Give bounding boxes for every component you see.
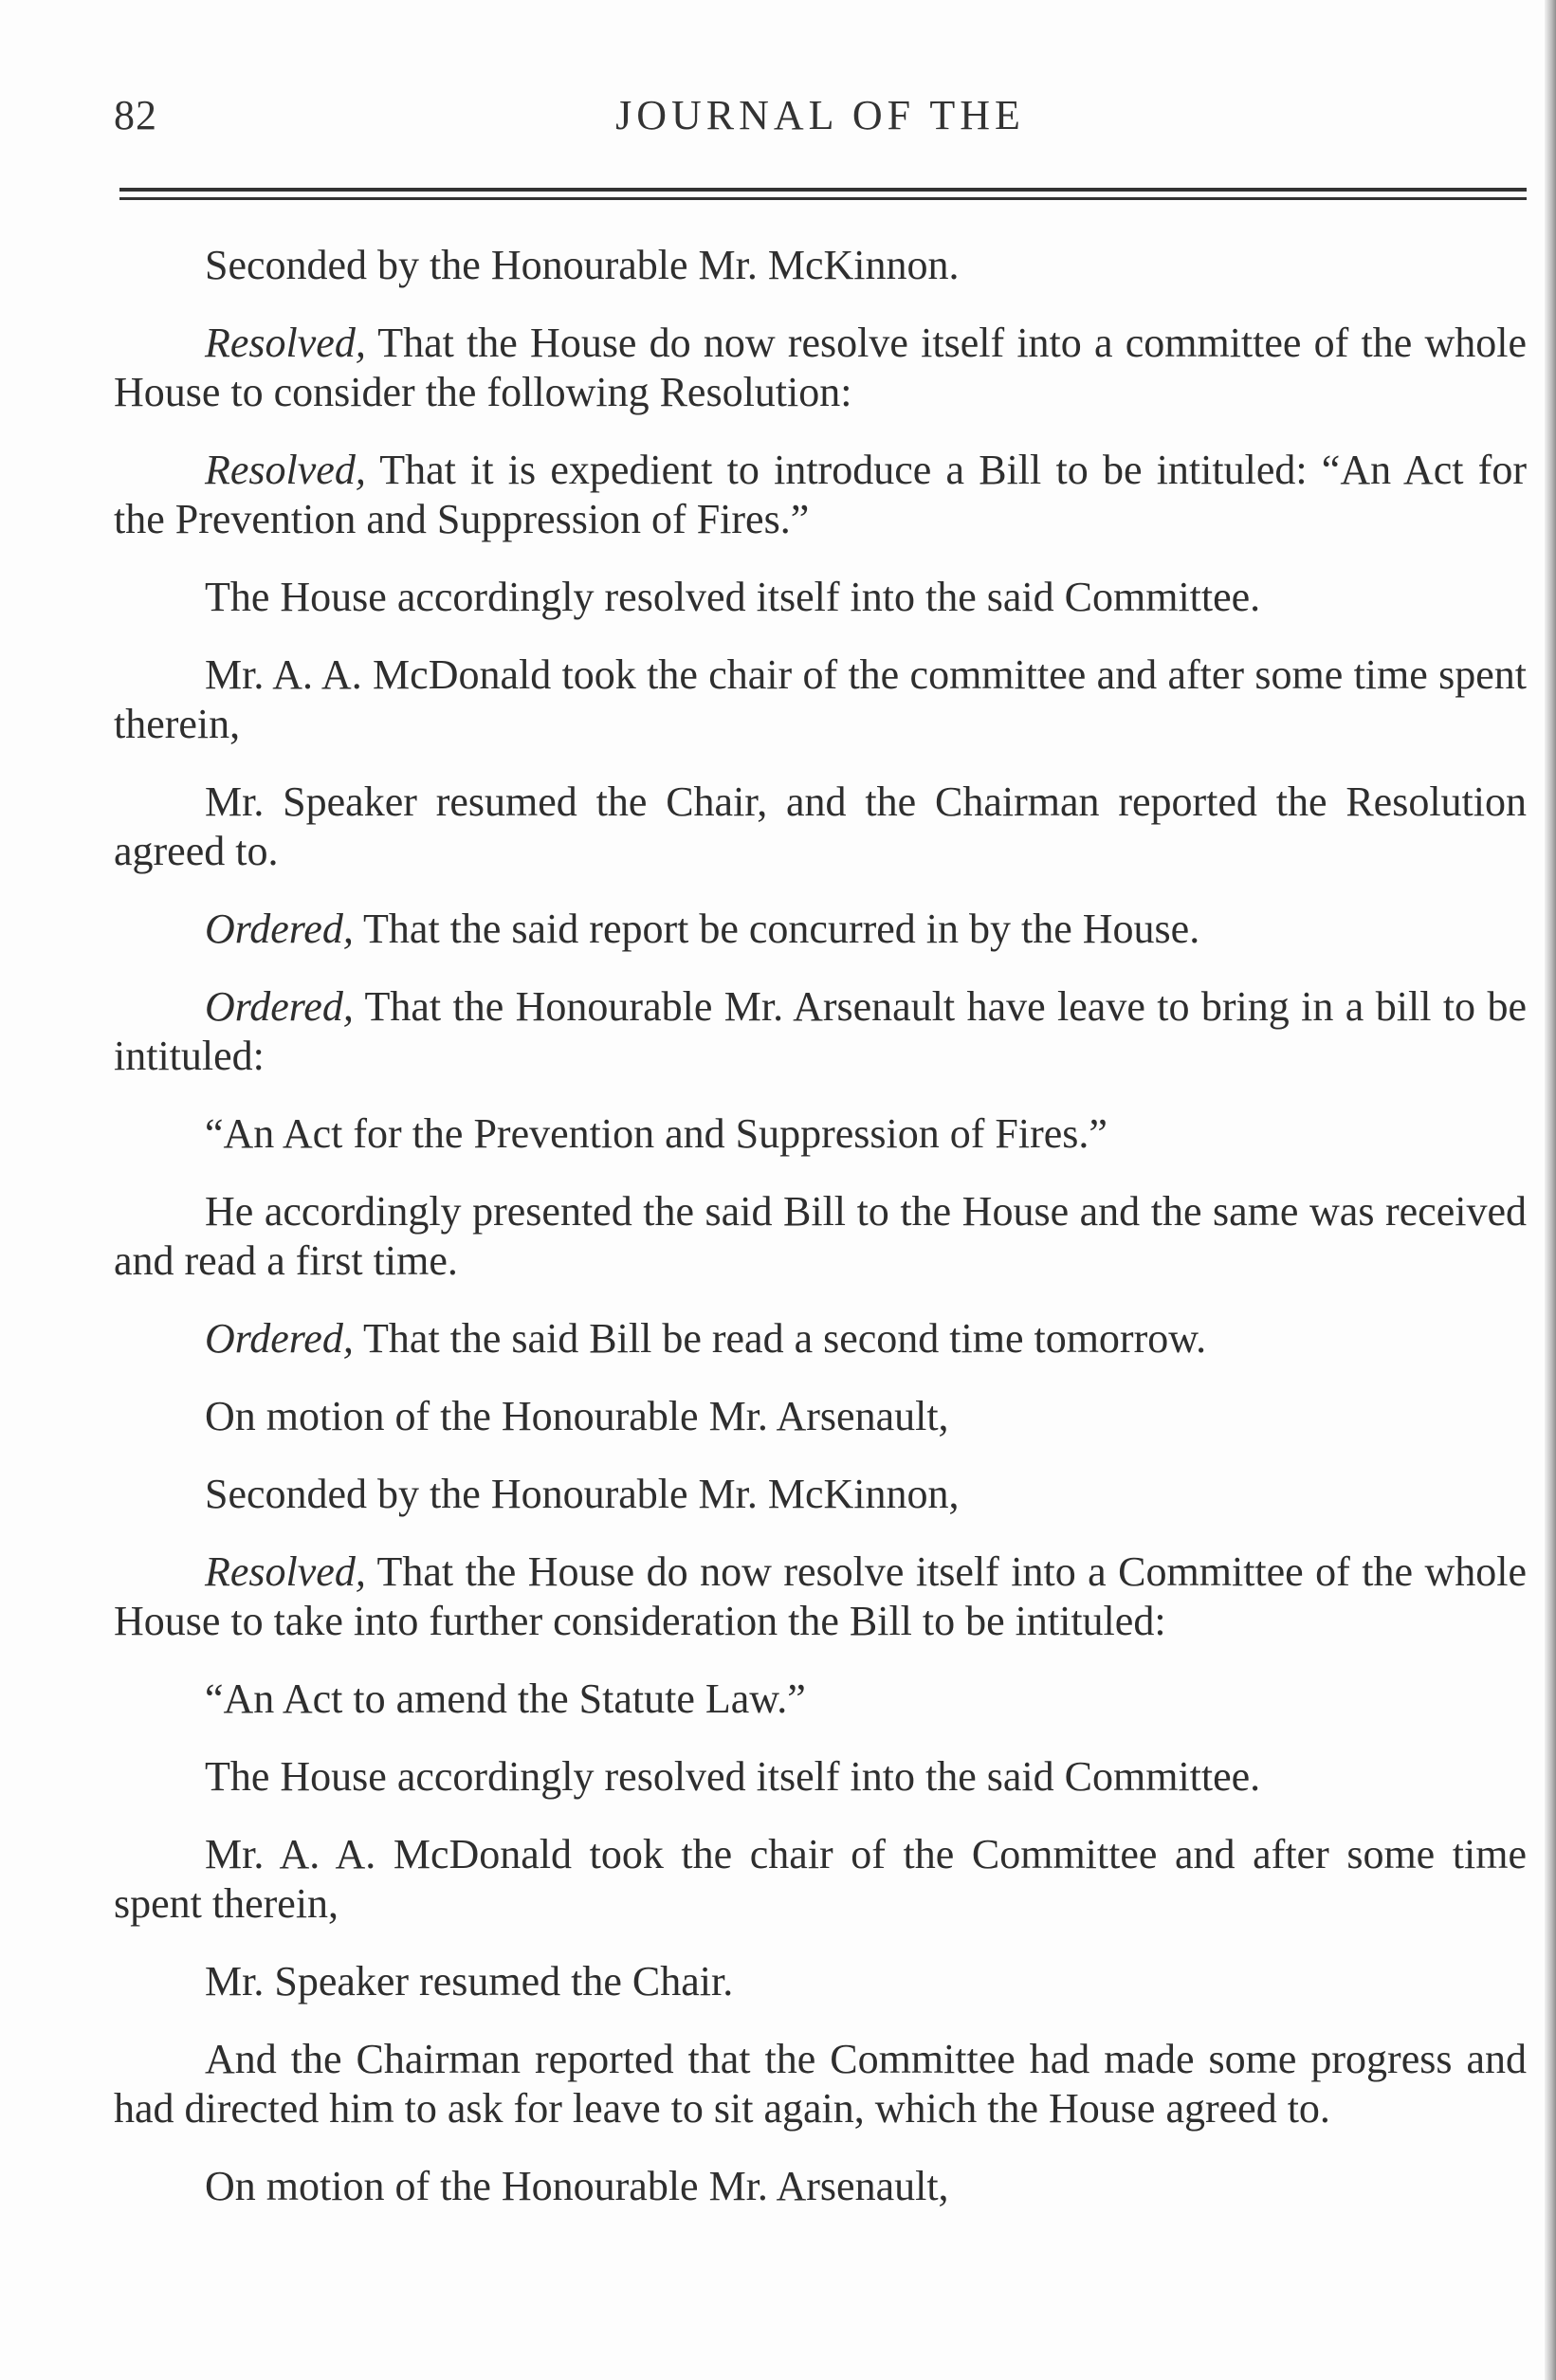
paragraph (114, 1314, 1527, 1364)
paragraph-text: The House accordingly resolved itself into the said Committee. (205, 574, 1261, 620)
paragraph (114, 2162, 1527, 2211)
page-header (114, 91, 1527, 148)
paragraph-text: That the House do now resolve itself into a committee of the whole House to consider the following Resolution: (114, 320, 1527, 415)
paragraph (114, 1187, 1527, 1286)
journal-body (114, 241, 1527, 2240)
paragraph (114, 1109, 1527, 1159)
paragraph-text: That it is expedient to introduce a Bill to be intituled: “An Act for the Prevention and Suppression of Fires.” (114, 447, 1527, 542)
paragraph-text: Seconded by the Honourable Mr. McKinnon, (205, 1471, 960, 1517)
paragraph-text: He accordingly presented the said Bill to the House and the same was received and read a first time. (114, 1188, 1527, 1284)
page-edge-shadow (1545, 0, 1556, 2380)
paragraph (114, 573, 1527, 622)
paragraph-text: “An Act for the Prevention and Suppression of Fires.” (205, 1110, 1108, 1157)
paragraph-lead: Ordered, (205, 906, 354, 952)
paragraph-lead: Ordered, (205, 1315, 354, 1362)
paragraph-lead: Resolved, (205, 447, 366, 493)
paragraph-text: That the Honourable Mr. Arsenault have leave to bring in a bill to be intituled: (114, 983, 1527, 1079)
paragraph (114, 1470, 1527, 1519)
paragraph-text: The House accordingly resolved itself into the said Committee. (205, 1753, 1261, 1800)
paragraph-text: That the said Bill be read a second time tomorrow. (363, 1315, 1207, 1362)
paragraph (114, 241, 1527, 290)
paragraph (114, 1675, 1527, 1724)
paragraph (114, 2035, 1527, 2133)
paragraph-text: And the Chairman reported that the Committee had made some progress and had directed him to ask for leave to sit again, which the House agreed to. (114, 2036, 1527, 2132)
header-rule-thin (119, 197, 1527, 200)
header-rule-thick (119, 188, 1527, 192)
paragraph-text: On motion of the Honourable Mr. Arsenault, (205, 1393, 949, 1439)
paragraph-lead: Resolved, (205, 320, 366, 366)
paragraph-text: Seconded by the Honourable Mr. McKinnon. (205, 242, 960, 288)
paragraph-text: “An Act to amend the Statute Law.” (205, 1675, 806, 1722)
paragraph (114, 1830, 1527, 1929)
paragraph (114, 1752, 1527, 1802)
paragraph-text: Mr. A. A. McDonald took the chair of the committee and after some time spent therein, (114, 651, 1527, 747)
paragraph (114, 650, 1527, 749)
paragraph-lead: Resolved, (205, 1548, 366, 1595)
paragraph-text: That the House do now resolve itself into a Committee of the whole House to take into further consideration the Bill to be intituled: (114, 1548, 1527, 1644)
paragraph-text: Mr. Speaker resumed the Chair. (205, 1958, 734, 2005)
paragraph (114, 446, 1527, 544)
paragraph (114, 1392, 1527, 1441)
paragraph (114, 982, 1527, 1081)
running-title: JOURNAL OF THE (615, 92, 1025, 138)
paragraph (114, 905, 1527, 954)
page-number: 82 (114, 92, 157, 138)
paragraph (114, 1547, 1527, 1646)
paragraph (114, 778, 1527, 876)
paragraph (114, 1957, 1527, 2006)
paragraph (114, 319, 1527, 417)
paragraph-lead: Ordered, (205, 983, 354, 1030)
paragraph-text: Mr. A. A. McDonald took the chair of the Committee and after some time spent therein, (114, 1831, 1527, 1927)
paragraph-text: Mr. Speaker resumed the Chair, and the Chairman reported the Resolution agreed to. (114, 778, 1527, 874)
paragraph-text: On motion of the Honourable Mr. Arsenault, (205, 2163, 949, 2209)
paragraph-text: That the said report be concurred in by the House. (363, 906, 1200, 952)
